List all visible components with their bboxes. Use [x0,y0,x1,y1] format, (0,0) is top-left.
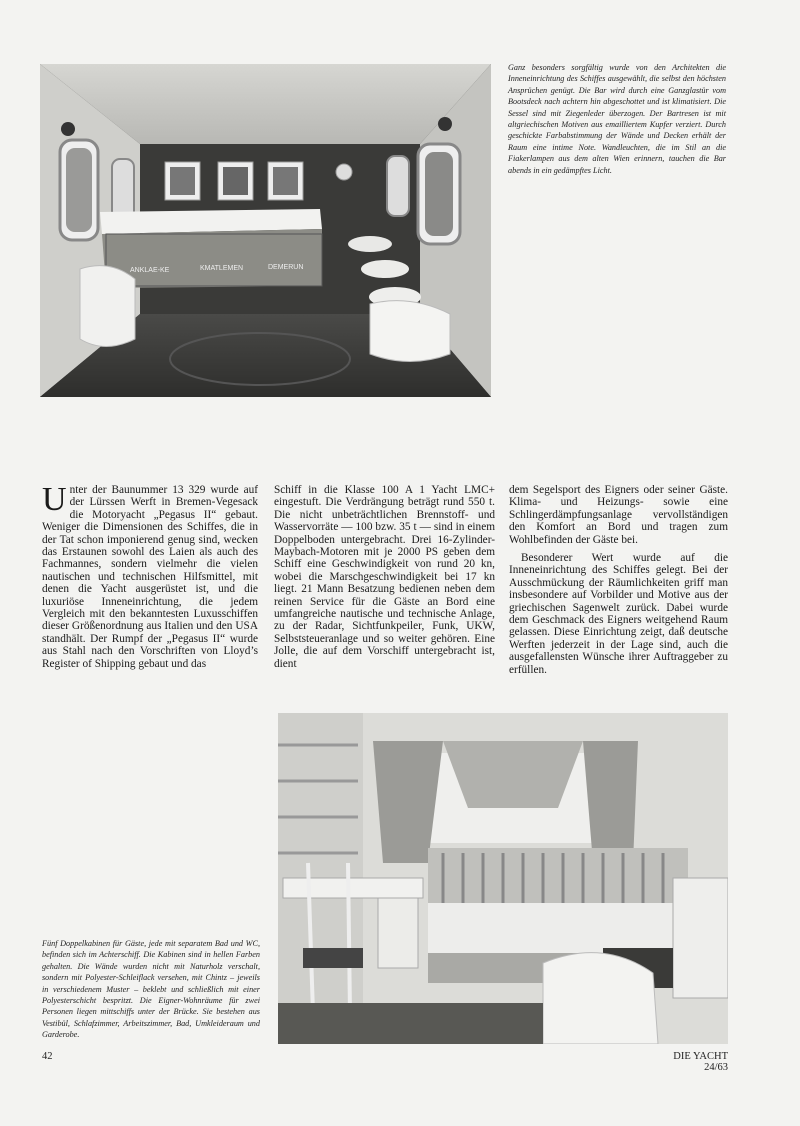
cabin-interior-photo [278,713,728,1044]
column-3-paragraph-1: dem Segelsport des Eigners oder seiner Gäste. Klima- und Heizungs- sowie eine Schlingerdämpfungsanlage vervollständigen den Komfort an Bord und tragen zum Wohlbefinden der Gäste bei. [509,484,728,546]
top-photo-caption: Ganz besonders sorgfältig wurde von den Architekten die Inneneinrichtung des Schiffes ausgewählt, die selbst den höchsten Ansprüchen genügt. Die Bar wird durch eine Ganzglastür vom Bootsdeck nach achtern hin abgeschottet und ist klimatisiert. Die Sessel sind mit Ziegenleder überzogen. Der Bartresen ist mit altgriechischen Motiven aus emailliertem Kupfer verziert. Durch geschickte Farbabstimmung der Wände und Decken erhält der Raum eine intime Note. Wandleuchten, die im Stil an die Fiakerlampen aus dem alten Wien erinnern, tauchen die Bar abends in ein gedämpftes Licht. [508,63,726,175]
column-3-paragraph-2: Besonderer Wert wurde auf die Inneneinrichtung des Schiffes gelegt. Bei der Ausschmückung der Räumlichkeiten griff man insbesondere auf Vorbilder und Motive aus der griechischen Sagenwelt zurück. Dabei wurde dem Geschmack des Eigners weitgehend Raum gelassen. Diese Einrichtung zeigt, daß deutsche Werften jederzeit in der Lage sind, auch die ausgefallensten Wünsche ihrer Auftraggeber zu erfüllen. [509,552,728,676]
column-1-text: nter der Baunummer 13 329 wurde auf der Lürssen Werft in Bremen-Vegesack die Motoryacht „Pegasus II“ gebaut. Weniger die Dimensionen des Schiffes, die in der Tat schon imponierend genug sind, wecken das Erstaunen sowohl des Laien als auch des Fachmannes, sondern vielmehr die vielen nautischen und technischen Hilfsmittel, mit denen die Yacht ausgerüstet ist, und die luxuriöse Inneneinrichtung, die jedem Vergleich mit den bekanntesten Luxusschiffen dieser Größenordnung aus Italien und den USA standhält. Der Rumpf der „Pegasus II“ wurde aus Stahl nach den Vorschriften von Lloyd’s Register of Shipping gebaut und das [42,484,258,670]
publication-footer: DIE YACHT 24/63 [673,1051,728,1073]
bar-panel-text-3: DEMERUN [268,264,304,271]
article-column-3 [509,484,728,676]
cabin-interior-illustration [278,713,728,1044]
article-column-2 [274,484,495,670]
article-column-1 [42,481,258,670]
bar-interior-photo [40,64,491,397]
bottom-photo-caption: Fünf Doppelkabinen für Gäste, jede mit separatem Bad und WC, befinden sich im Achterschiff. Die Kabinen sind in hellen Farben gehalten. Die Wände wurden nicht mit Naturholz verschalt, sondern mit Polyester-Schleiflack versehen, mit Chintz – jeweils in verschiedenem Muster – beklebt und schließlich mit einer Polyesterschicht bespritzt. Die Eigner-Wohnräume für zwei Personen liegen mittschiffs unter der Brücke. Sie bestehen aus Vestibül, Schlafzimmer, Arbeitszimmer, Bad, Umkleideraum und Garderobe. [42,939,260,1040]
column-2-text: Schiff in die Klasse 100 A 1 Yacht LMC+ eingestuft. Die Verdrängung beträgt rund 550 t. Die nicht unbeträchtlichen Brennstoff- und Wasservorräte — 100 bzw. 35 t — sind in einem Doppelboden untergebracht. Drei 16-Zylinder-Maybach-Motoren mit je 2000 PS geben dem Schiff eine Geschwindigkeit von rund 20 kn, wobei die Marschgeschwindigkeit bei 17 kn liegt. 21 Mann Besatzung bedienen neben dem reinen Service für die Gäste an Bord eine umfangreiche nautische und technische Anlage, zu der Radar, Sichtfunkpeiler, Funk, UKW, Selbststeueranlage und so weiter gehören. Eine Jolle, die auf dem Vorschiff untergebracht ist, dient [274,484,495,670]
page-number: 42 [42,1051,53,1062]
bar-panel-text-1: ANKLAE-KE [130,267,170,274]
bar-interior-illustration [40,64,491,397]
bar-panel-text-2: KMATLEMEN [200,265,244,272]
drop-cap: U [42,481,67,518]
